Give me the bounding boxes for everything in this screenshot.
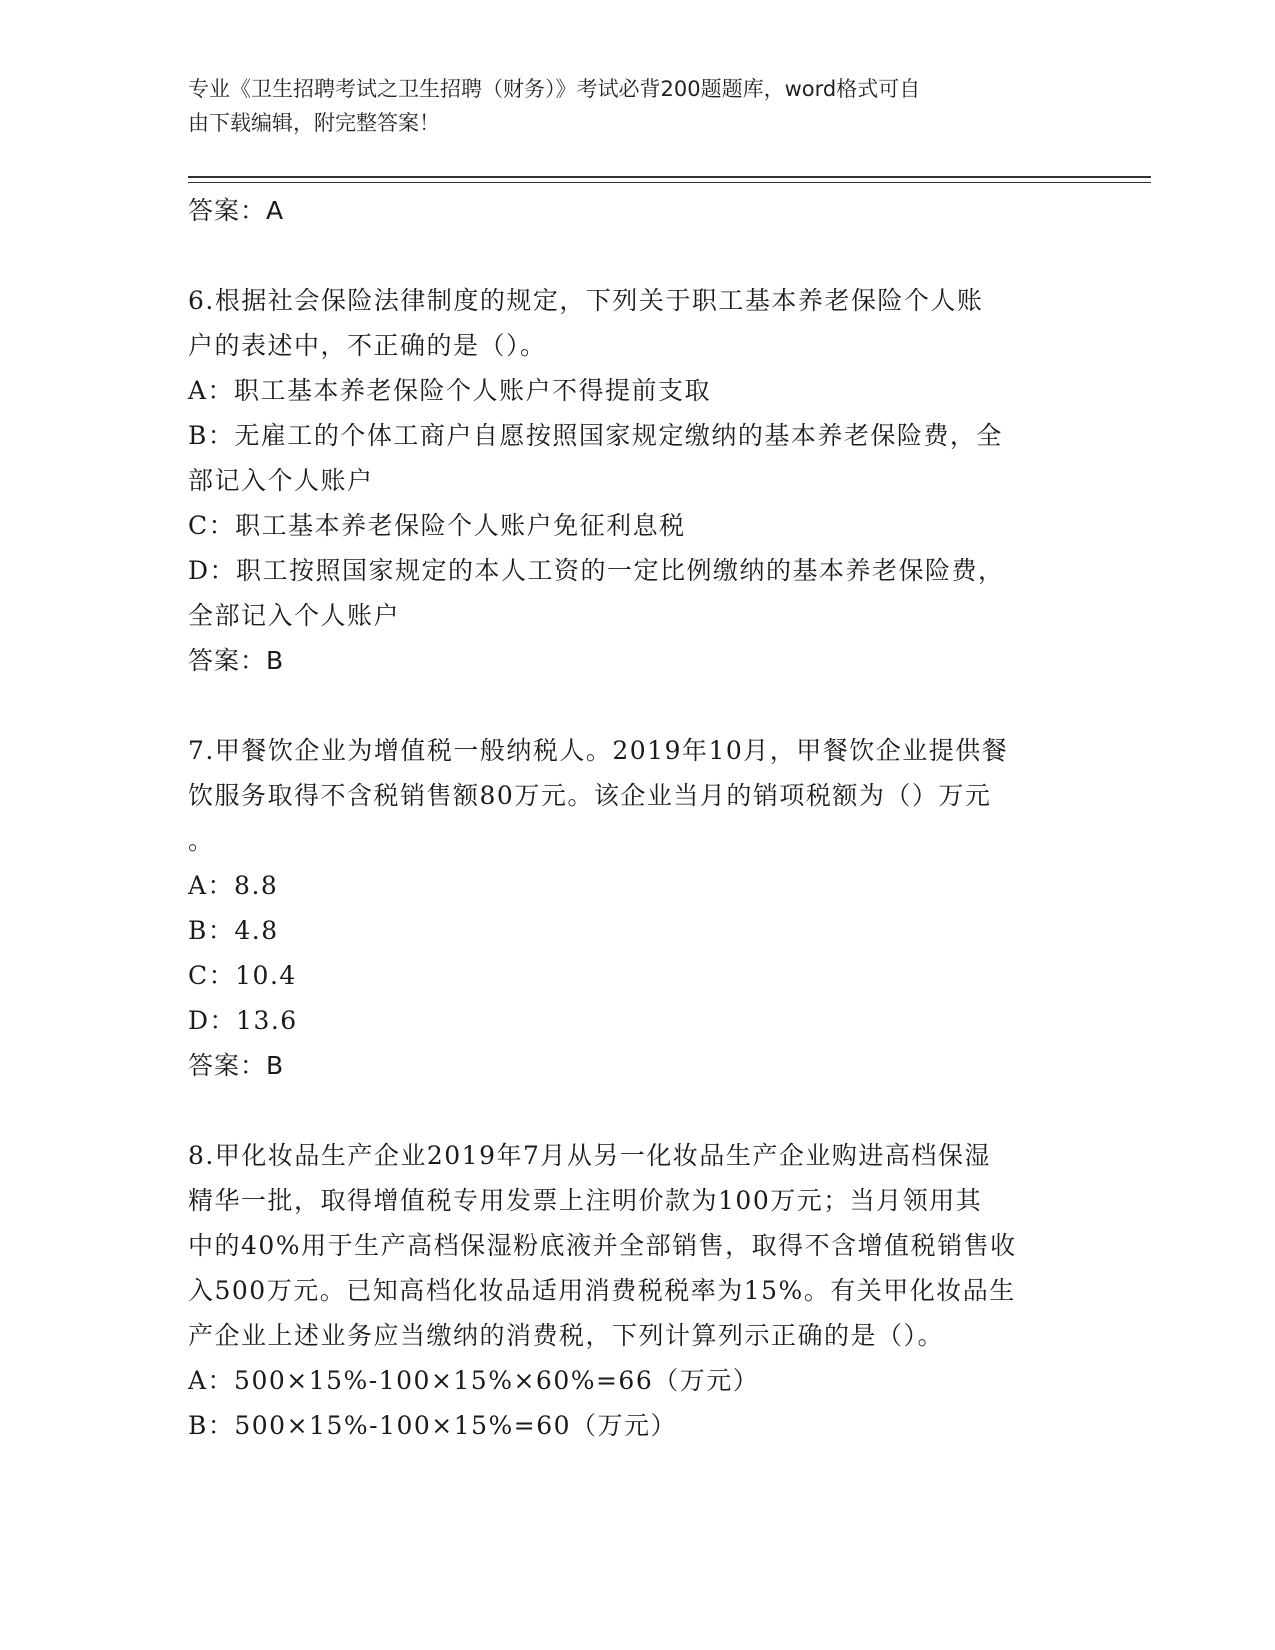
option-b: B：4.8 bbox=[188, 916, 279, 945]
option-b-continued: 部记入个人账户 bbox=[188, 466, 374, 495]
spacer bbox=[188, 683, 1088, 728]
option-a: A：500×15%-100×15%×60%=66（万元） bbox=[188, 1366, 760, 1395]
question-stem: 户的表述中，不正确的是（）。 bbox=[188, 331, 547, 360]
spacer bbox=[188, 233, 1088, 278]
answer: 答案：B bbox=[188, 1051, 285, 1080]
question-stem: 6.根据社会保险法律制度的规定，下列关于职工基本养老保险个人账 bbox=[188, 286, 984, 315]
option-d-continued: 全部记入个人账户 bbox=[188, 601, 401, 630]
question-stem: 8.甲化妆品生产企业2019年7月从另一化妆品生产企业购进高档保湿 bbox=[188, 1141, 991, 1170]
header-title-line-2: 由下载编辑，附完整答案！ bbox=[188, 111, 440, 135]
question-stem: 饮服务取得不含税销售额80万元。该企业当月的销项税额为（）万元 bbox=[188, 781, 992, 810]
question-stem: 入500万元。已知高档化妆品适用消费税税率为15%。有关甲化妆品生 bbox=[188, 1276, 1016, 1305]
question-7 bbox=[188, 728, 1088, 1088]
spacer bbox=[188, 1088, 1088, 1133]
option-b: B：无雇工的个体工商户自愿按照国家规定缴纳的基本养老保险费，全 bbox=[188, 421, 1003, 450]
document-header bbox=[188, 72, 1068, 140]
header-divider-thin bbox=[188, 182, 1151, 183]
header-divider-thick bbox=[188, 176, 1151, 178]
question-stem: 精华一批，取得增值税专用发票上注明价款为100万元；当月领用其 bbox=[188, 1186, 983, 1215]
answer: 答案：B bbox=[188, 646, 285, 675]
option-a: A：职工基本养老保险个人账户不得提前支取 bbox=[188, 376, 712, 405]
option-b: B：500×15%-100×15%=60（万元） bbox=[188, 1411, 678, 1440]
question-list bbox=[188, 188, 1088, 1448]
question-stem: 中的40%用于生产高档保湿粉底液并全部销售，取得不含增值税销售收 bbox=[188, 1231, 1017, 1260]
option-d: D：职工按照国家规定的本人工资的一定比例缴纳的基本养老保险费， bbox=[188, 556, 1005, 585]
question-stem: 产企业上述业务应当缴纳的消费税，下列计算列示正确的是（）。 bbox=[188, 1321, 945, 1350]
question-stem: 。 bbox=[188, 826, 215, 855]
option-c: C：职工基本养老保险个人账户免征利息税 bbox=[188, 511, 686, 540]
previous-answer: 答案：A bbox=[188, 196, 285, 225]
header-title-line-1: 专业《卫生招聘考试之卫生招聘（财务）》考试必背200题题库，word格式可自 bbox=[188, 77, 921, 101]
option-a: A：8.8 bbox=[188, 871, 279, 900]
question-stem: 7.甲餐饮企业为增值税一般纳税人。2019年10月，甲餐饮企业提供餐 bbox=[188, 736, 1009, 765]
question-8 bbox=[188, 1133, 1088, 1448]
option-c: C：10.4 bbox=[188, 961, 297, 990]
option-d: D：13.6 bbox=[188, 1006, 298, 1035]
question-6 bbox=[188, 278, 1088, 683]
